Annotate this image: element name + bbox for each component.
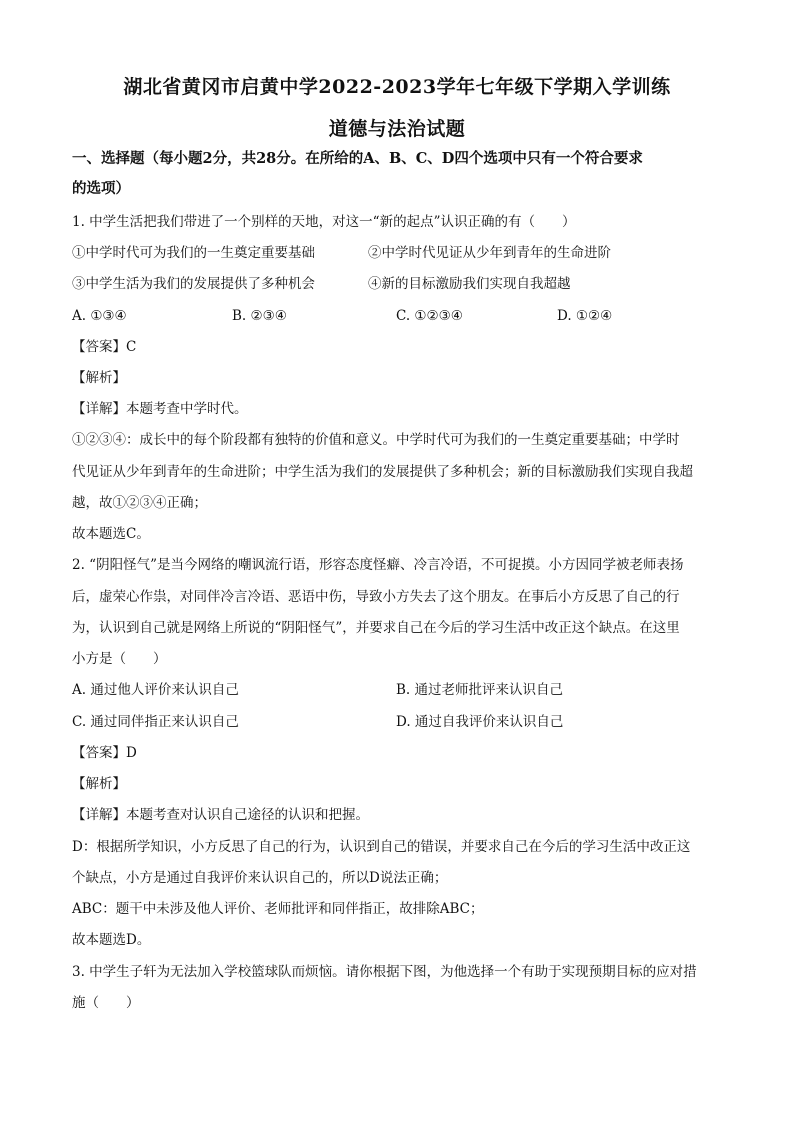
q1-stem: 1. 中学生活把我们带进了一个别样的天地，对这一“新的起点”认识正确的有（ ）	[72, 214, 576, 230]
q1-explanation-3: 越，故①②③④正确；	[72, 495, 207, 511]
q1-explanation-2: 代见证从少年到青年的生命进阶；中学生活为我们的发展提供了多种机会；新的目标激励我们实现自我超	[72, 464, 693, 480]
q1-conclusion: 故本题选C。	[72, 526, 150, 542]
section-heading-cont: 的选项）	[72, 180, 130, 197]
q2-stem-1: 2. “阴阳怪气”是当今网络的嘲讽流行语，形容态度怪癖、冷言冷语，不可捉摸。小方因同学被老师表扬	[72, 557, 684, 573]
q2-explanation-1: D：根据所学知识，小方反思了自己的行为，认识到自己的错误，并要求自己在今后的学习生活中改正这	[72, 839, 691, 855]
q1-analysis-label: 【解析】	[72, 370, 126, 386]
q1-statement-1: ①中学时代可为我们的一生奠定重要基础	[72, 245, 315, 261]
q2-stem-2: 后，虚荣心作祟，对同伴冷言冷语、恶语中伤，导致小方失去了这个朋友。在事后小方反思了自己的行	[72, 589, 680, 605]
q2-stem-4: 小方是（ ）	[72, 651, 167, 667]
q2-option-a: A. 通过他人评价来认识自己	[72, 682, 239, 698]
q1-option-a: A. ①③④	[72, 308, 127, 324]
q1-statement-2: ②中学时代见证从少年到青年的生命进阶	[368, 245, 611, 261]
q2-option-b: B. 通过老师批评来认识自己	[396, 682, 564, 698]
q2-answer: 【答案】D	[72, 745, 137, 761]
q2-stem-3: 为，认识到自己就是网络上所说的“阴阳怪气”，并要求自己在今后的学习生活中改正这个缺点。在这里	[72, 620, 680, 636]
q1-option-d: D. ①②④	[557, 308, 613, 324]
q2-conclusion: 故本题选D。	[72, 932, 151, 948]
q2-option-c: C. 通过同伴指正来认识自己	[72, 714, 239, 730]
exam-subject-title: 道德与法治试题	[328, 118, 466, 140]
q1-option-c: C. ①②③④	[396, 308, 463, 324]
q1-detail: 【详解】本题考查中学时代。	[72, 401, 248, 417]
q2-analysis-label: 【解析】	[72, 776, 126, 792]
exam-title: 湖北省黄冈市启黄中学2022-2023学年七年级下学期入学训练	[123, 76, 671, 98]
q1-explanation-1: ①②③④：成长中的每个阶段都有独特的价值和意义。中学时代可为我们的一生奠定重要基础；中学时	[72, 432, 680, 448]
q3-stem-2: 施（ ）	[72, 995, 140, 1011]
q3-stem-1: 3. 中学生子轩为无法加入学校篮球队而烦恼。请你根据下图，为他选择一个有助于实现预期目标的应对措	[72, 964, 697, 980]
q2-explanation-3: ABC：题干中未涉及他人评价、老师批评和同伴指正，故排除ABC；	[72, 901, 484, 917]
q2-option-d: D. 通过自我评价来认识自己	[396, 714, 564, 730]
q1-statement-4: ④新的目标激励我们实现自我超越	[368, 276, 571, 292]
q1-answer: 【答案】C	[72, 339, 137, 355]
section-heading: 一、选择题（每小题2分，共28分。在所给的A、B、C、D四个选项中只有一个符合要求	[72, 150, 643, 167]
q1-statement-3: ③中学生活为我们的发展提供了多种机会	[72, 276, 315, 292]
q1-option-b: B. ②③④	[232, 308, 287, 324]
q2-detail: 【详解】本题考查对认识自己途径的认识和把握。	[72, 807, 369, 823]
q2-explanation-2: 个缺点，小方是通过自我评价来认识自己的，所以D说法正确；	[72, 870, 448, 886]
